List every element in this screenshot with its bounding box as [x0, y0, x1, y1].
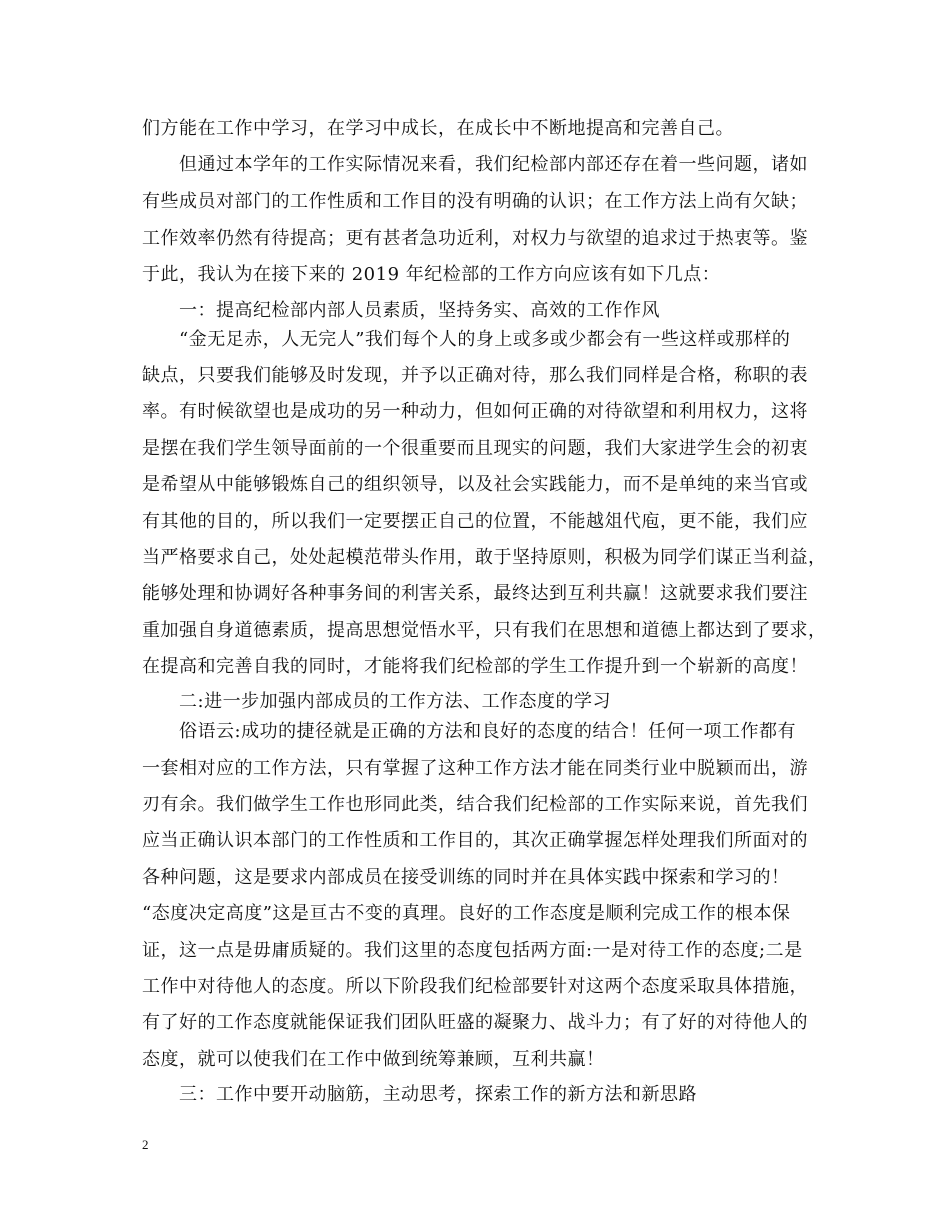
- text-line: 刃有余。我们做学生工作也形同此类，结合我们纪检部的工作实际来说，首先我们: [142, 794, 808, 815]
- text-line: 有些成员对部门的工作性质和工作目的没有明确的认识；在工作方法上尚有欠缺；: [142, 191, 808, 212]
- text-line: 是希望从中能够锻炼自己的组织领导，以及社会实践能力，而不是单纯的来当官或: [142, 474, 808, 495]
- page-number: 2: [142, 1137, 149, 1152]
- section-heading: 一：提高纪检部内部人员素质，坚持务实、高效的工作作风: [142, 300, 660, 321]
- text-line: 能够处理和协调好各种事务间的利害关系，最终达到互利共赢！这就要求我们要注: [142, 583, 808, 604]
- text-line: “态度决定高度”这是亘古不变的真理。良好的工作态度是顺利完成工作的根本保: [142, 903, 791, 924]
- section-heading: 二:进一步加强内部成员的工作方法、工作态度的学习: [142, 691, 612, 712]
- text-line: 当严格要求自己，处处起模范带头作用，敢于坚持原则，积极为同学们谋正当利益，: [142, 547, 827, 568]
- text-line: 率。有时候欲望也是成功的另一种动力，但如何正确的对待欲望和利用权力，这将: [142, 401, 808, 422]
- text-line: 有了好的工作态度就能保证我们团队旺盛的凝聚力、战斗力；有了好的对待他人的: [142, 1012, 808, 1033]
- text-line: 各种问题，这是要求内部成员在接受训练的同时并在具体实践中探索和学习的！: [142, 867, 790, 888]
- text-line: 们方能在工作中学习，在学习中成长，在成长中不断地提高和完善自己。: [142, 118, 734, 139]
- text-line: 重加强自身道德素质，提高思想觉悟水平，只有我们在思想和道德上都达到了要求，: [142, 620, 827, 641]
- text-line: “金无足赤，人无完人”我们每个人的身上或多或少都会有一些这样或那样的: [142, 329, 791, 350]
- text-line: 态度，就可以使我们在工作中做到统筹兼顾，互利共赢！: [142, 1049, 605, 1070]
- text-line: 于此，我认为在接下来的 2019 年纪检部的工作方向应该有如下几点：: [142, 264, 721, 285]
- text-line: 俗语云:成功的捷径就是正确的方法和良好的态度的结合！任何一项工作都有: [142, 721, 797, 742]
- text-line: 应当正确认识本部门的工作性质和工作目的，其次正确掌握怎样处理我们所面对的: [142, 830, 808, 851]
- text-line: 一套相对应的工作方法，只有掌握了这种工作方法才能在同类行业中脱颖而出，游: [142, 758, 808, 779]
- text-line: 缺点，只要我们能够及时发现，并予以正确对待，那么我们同样是合格，称职的表: [142, 365, 808, 386]
- text-line: 但通过本学年的工作实际情况来看，我们纪检部内部还存在着一些问题，诸如: [142, 154, 808, 175]
- text-line: 工作效率仍然有待提高；更有甚者急功近利，对权力与欲望的追求过于热衷等。鉴: [142, 228, 808, 249]
- text-line: 工作中对待他人的态度。所以下阶段我们纪检部要针对这两个态度采取具体措施，: [142, 976, 808, 997]
- text-line: 在提高和完善自我的同时，才能将我们纪检部的学生工作提升到一个崭新的高度！: [142, 656, 808, 677]
- text-line: 证，这一点是毋庸质疑的。我们这里的态度包括两方面:一是对待工作的态度;二是: [142, 940, 803, 961]
- text-line: 是摆在我们学生领导面前的一个很重要而且现实的问题，我们大家进学生会的初衷: [142, 438, 808, 459]
- text-line: 有其他的目的，所以我们一定要摆正自己的位置，不能越俎代庖，更不能，我们应: [142, 511, 808, 532]
- section-heading: 三：工作中要开动脑筋，主动思考，探索工作的新方法和新思路: [142, 1084, 697, 1105]
